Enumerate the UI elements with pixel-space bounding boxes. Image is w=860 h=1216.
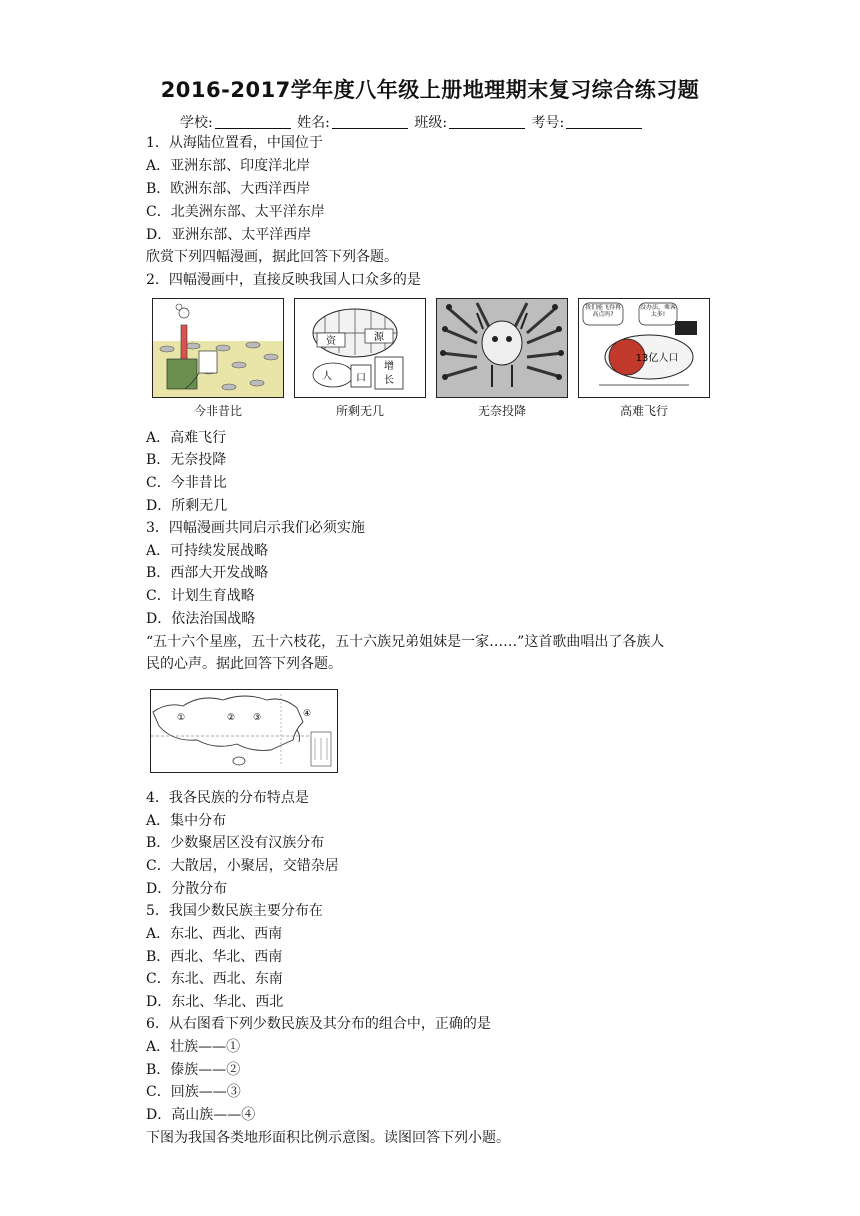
name-blank [332, 114, 408, 129]
cartoon-4 [578, 298, 710, 419]
cartoon-2-caption: 所剩无几 [335, 404, 384, 418]
q5-stem: 5．我国少数民族主要分布在 [146, 903, 323, 919]
q4-option-b: B．少数聚居区没有汉族分布 [146, 835, 325, 851]
q1-option-d: D．亚洲东部、太平洋西岸 [146, 227, 312, 243]
q6-option-c: C．回族——③ [146, 1084, 241, 1100]
q2-option-c: C．今非昔比 [146, 475, 227, 491]
class-blank [449, 114, 525, 129]
cartoon-3-image [436, 298, 568, 398]
school-label: 学校: [180, 115, 213, 131]
map-marker-1: ① [176, 713, 186, 723]
q1-option-b: B．欧洲东部、大西洋西岸 [146, 181, 311, 197]
q5-option-d: D．东北、华北、西北 [146, 994, 284, 1010]
q2-option-d: D．所剩无几 [146, 498, 228, 514]
cartoon-4-image [578, 298, 710, 398]
page-title: 2016-2017学年度八年级上册地理期末复习综合练习题 [160, 78, 700, 102]
q6-option-a: A．壮族——① [146, 1039, 241, 1055]
cartoon-2-label-zeng: 增 [384, 361, 394, 372]
exam-no-label: 考号: [531, 115, 565, 131]
q5-option-b: B．西北、华北、西南 [146, 949, 283, 965]
q7-intro: 下图为我国各类地形面积比例示意图。读图回答下列小题。 [146, 1130, 510, 1146]
cartoon-1-image [152, 298, 284, 398]
cartoon-3 [436, 298, 568, 419]
cartoon-2-label-kou: 口 [356, 373, 366, 384]
school-blank [215, 114, 291, 129]
cartoon-3-caption: 无奈投降 [477, 404, 526, 418]
q3-option-b: B．西部大开发战略 [146, 565, 269, 581]
cartoon-1-caption: 今非昔比 [193, 404, 242, 418]
class-label: 班级: [414, 115, 448, 131]
exam-no-blank [566, 114, 642, 129]
q6-stem: 6．从右图看下列少数民族及其分布的组合中，正确的是 [146, 1016, 491, 1032]
cartoon-4-caption: 高难飞行 [619, 404, 668, 418]
map-marker-4: ④ [302, 709, 312, 719]
q2-option-b: B．无奈投降 [146, 452, 227, 468]
cartoon-2-image [294, 298, 426, 398]
q6-option-b: B．傣族——② [146, 1062, 241, 1078]
name-label: 姓名: [297, 115, 330, 131]
q2-option-a: A．高难飞行 [146, 430, 227, 446]
q3-option-a: A．可持续发展战略 [146, 543, 269, 559]
cartoon-1 [152, 298, 284, 419]
cartoon-4-speech-2: 没办法，乘客太多! [640, 304, 676, 318]
q5-option-c: C．东北、西北、东南 [146, 971, 283, 987]
map-marker-2: ② [226, 713, 236, 723]
q6-option-d: D．高山族——④ [146, 1107, 256, 1123]
song-intro-line-1: “五十六个星座，五十六枝花，五十六族兄弟姐妹是一家……”这首歌曲唱出了各族人 [146, 634, 665, 650]
q4-stem: 4．我各民族的分布特点是 [146, 790, 309, 806]
q3-option-c: C．计划生育战略 [146, 588, 255, 604]
cartoon-2-label-zhang: 长 [384, 375, 394, 386]
ethnic-distribution-map [150, 689, 338, 773]
q3-option-d: D．依法治国战略 [146, 611, 256, 627]
q4-option-d: D．分散分布 [146, 881, 228, 897]
q1-stem: 1．从海陆位置看，中国位于 [146, 135, 323, 151]
map-marker-3: ③ [252, 713, 262, 723]
cartoon-2-label-ren: 人 [322, 371, 332, 382]
cartoon-2-label-yuan: 源 [374, 332, 384, 343]
q1-option-a: A．亚洲东部、印度洋北岸 [146, 158, 311, 174]
song-intro-line-2: 民的心声。据此回答下列各题。 [146, 656, 342, 672]
student-info-line [180, 112, 644, 132]
cartoon-2 [294, 298, 426, 419]
cartoon-4-label: 13亿人口 [635, 353, 679, 364]
q3-stem: 3．四幅漫画共同启示我们必须实施 [146, 520, 365, 536]
q2-stem: 2．四幅漫画中，直接反映我国人口众多的是 [146, 272, 421, 288]
q1-option-c: C．北美洲东部、太平洋东岸 [146, 204, 325, 220]
cartoon-4-speech-1: 我们能飞得再高点吗? [584, 304, 621, 318]
cartoon-2-label-zi: 资 [326, 336, 336, 347]
q4-option-a: A．集中分布 [146, 813, 227, 829]
cartoon-intro: 欣赏下列四幅漫画，据此回答下列各题。 [146, 249, 398, 265]
q5-option-a: A．东北、西北、西南 [146, 926, 283, 942]
q4-option-c: C．大散居，小聚居，交错杂居 [146, 858, 339, 874]
